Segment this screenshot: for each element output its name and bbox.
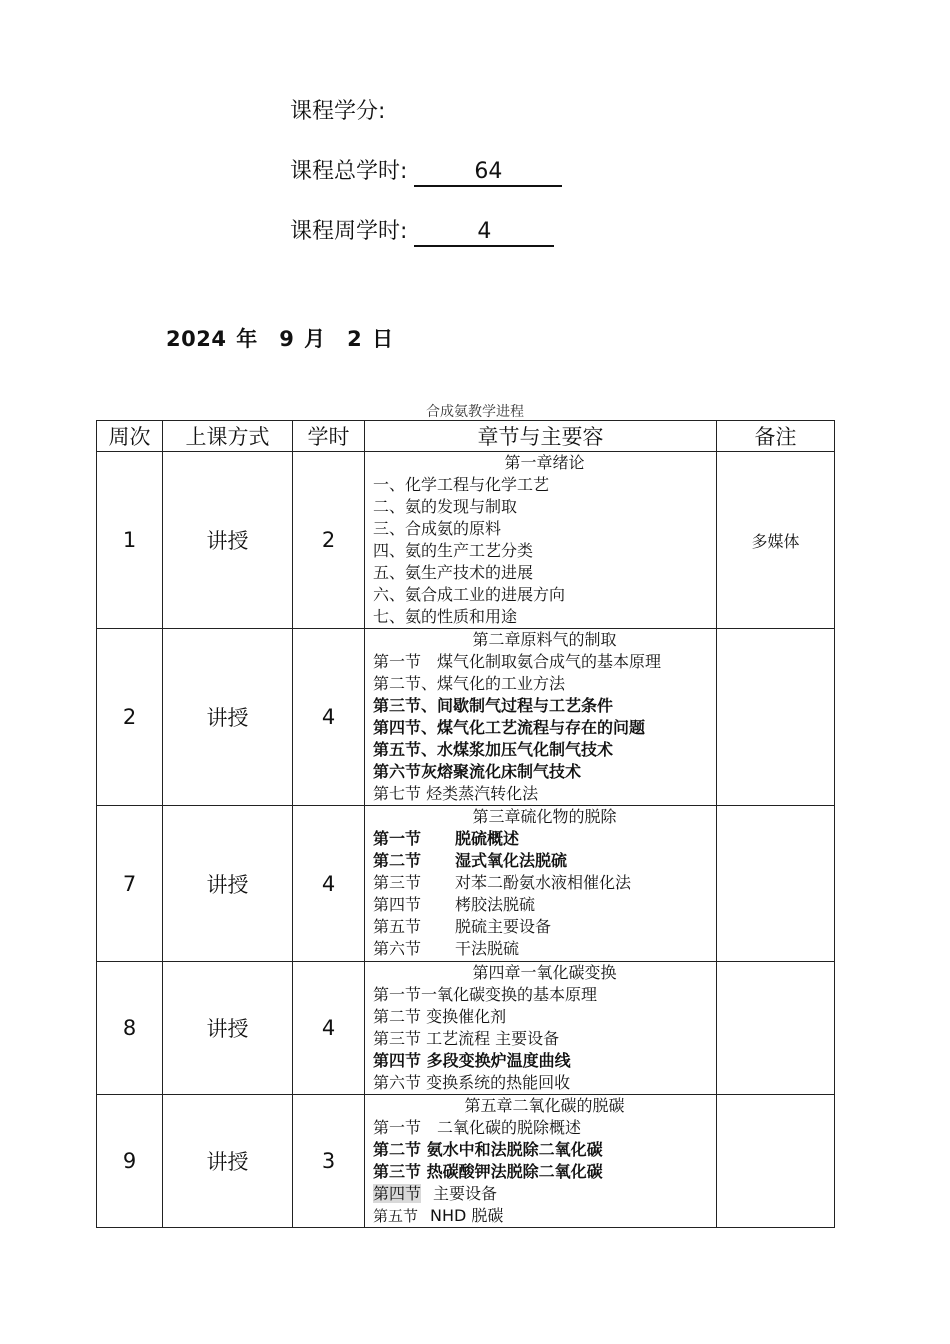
week-cell: 7 bbox=[97, 806, 163, 962]
content-cell bbox=[365, 962, 717, 1095]
section-text: 干法脱硫 bbox=[455, 939, 520, 958]
week-cell: 8 bbox=[97, 962, 163, 1095]
total-hours-row bbox=[290, 154, 562, 187]
column-header-week: 周次 bbox=[97, 421, 163, 452]
section-line bbox=[373, 1205, 716, 1227]
total-hours-label: 课程总学时: bbox=[290, 159, 408, 184]
column-header-method: 上课方式 bbox=[163, 421, 293, 452]
content-cell bbox=[365, 806, 717, 962]
hours-cell: 2 bbox=[293, 452, 365, 629]
weekly-hours-label: 课程周学时: bbox=[290, 219, 408, 244]
hours-cell: 4 bbox=[293, 806, 365, 962]
section-line bbox=[373, 1183, 716, 1205]
note-cell bbox=[717, 962, 835, 1095]
section-line: 第三节 热碳酸钾法脱除二氧化碳 bbox=[373, 1162, 603, 1181]
method-cell: 讲授 bbox=[163, 629, 293, 806]
content-cell bbox=[365, 629, 717, 806]
method-cell: 讲授 bbox=[163, 806, 293, 962]
document-date: 2024 年 9 月 2 日 bbox=[166, 327, 394, 351]
content-cell bbox=[365, 1095, 717, 1228]
section-line: 一、化学工程与化学工艺 bbox=[373, 475, 550, 494]
table-row bbox=[97, 629, 835, 806]
course-credit-row bbox=[290, 94, 385, 125]
column-header-note: 备注 bbox=[717, 421, 835, 452]
course-credit-label: 课程学分: bbox=[290, 99, 386, 124]
method-cell: 讲授 bbox=[163, 1095, 293, 1228]
schedule-table bbox=[96, 420, 835, 1228]
hours-cell: 4 bbox=[293, 629, 365, 806]
chapter-title: 第一章绪论 bbox=[504, 453, 585, 472]
section-text: NHD 脱碳 bbox=[430, 1206, 504, 1225]
weekly-hours-row bbox=[290, 214, 554, 247]
section-line: 第五节、水煤浆加压气化制气技术 bbox=[373, 740, 614, 759]
week-cell: 1 bbox=[97, 452, 163, 629]
total-hours-value: 64 bbox=[414, 159, 562, 187]
chapter-title: 第三章硫化物的脱除 bbox=[472, 807, 617, 826]
section-line: 第四节、煤气化工艺流程与存在的问题 bbox=[373, 718, 646, 737]
section-text: 脱硫主要设备 bbox=[455, 917, 552, 936]
schedule-title: 合成氨教学进程 bbox=[426, 404, 524, 420]
column-header-hours: 学时 bbox=[293, 421, 365, 452]
section-line bbox=[373, 850, 716, 872]
table-row bbox=[97, 1095, 835, 1228]
method-cell: 讲授 bbox=[163, 962, 293, 1095]
section-line: 三、合成氨的原料 bbox=[373, 519, 502, 538]
section-number: 第六节 bbox=[373, 939, 422, 958]
week-cell: 2 bbox=[97, 629, 163, 806]
method-cell: 讲授 bbox=[163, 452, 293, 629]
section-line: 第六节 变换系统的热能回收 bbox=[373, 1073, 571, 1092]
section-line: 第一节 煤气化制取氨合成气的基本原理 bbox=[373, 652, 662, 671]
section-number: 第四节 bbox=[373, 895, 422, 914]
section-line: 七、氨的性质和用途 bbox=[373, 607, 518, 626]
note-cell bbox=[717, 629, 835, 806]
section-line: 第二节 变换催化剂 bbox=[373, 1007, 507, 1026]
section-line: 第一节一氧化碳变换的基本原理 bbox=[373, 985, 598, 1004]
section-line: 二、氨的发现与制取 bbox=[373, 497, 518, 516]
section-number: 第三节 bbox=[373, 873, 422, 892]
section-number: 第五节 bbox=[373, 1207, 419, 1225]
table-row bbox=[97, 806, 835, 962]
chapter-title: 第五章二氧化碳的脱碳 bbox=[464, 1096, 625, 1115]
column-header-content: 章节与主要容 bbox=[365, 421, 717, 452]
section-line: 第三节、间歇制气过程与工艺条件 bbox=[373, 696, 614, 715]
section-line bbox=[373, 938, 716, 960]
section-number: 第一节 bbox=[373, 829, 422, 848]
section-line bbox=[373, 828, 716, 850]
hours-cell: 3 bbox=[293, 1095, 365, 1228]
section-line bbox=[373, 894, 716, 916]
content-cell bbox=[365, 452, 717, 629]
hours-cell: 4 bbox=[293, 962, 365, 1095]
weekly-hours-value: 4 bbox=[414, 219, 554, 247]
section-text: 湿式氧化法脱硫 bbox=[455, 851, 568, 870]
section-text: 栲胶法脱硫 bbox=[455, 895, 536, 914]
section-text: 主要设备 bbox=[433, 1184, 498, 1203]
table-row bbox=[97, 452, 835, 629]
section-line: 第二节 氨水中和法脱除二氧化碳 bbox=[373, 1140, 603, 1159]
table-header-row bbox=[97, 421, 835, 452]
section-number-highlighted: 第四节 bbox=[373, 1184, 422, 1203]
section-number: 第五节 bbox=[373, 917, 422, 936]
section-line: 四、氨的生产工艺分类 bbox=[373, 541, 534, 560]
note-cell bbox=[717, 806, 835, 962]
note-cell bbox=[717, 1095, 835, 1228]
section-line: 第七节 烃类蒸汽转化法 bbox=[373, 784, 539, 803]
section-number: 第二节 bbox=[373, 851, 422, 870]
section-line bbox=[373, 872, 716, 894]
section-line: 五、氨生产技术的进展 bbox=[373, 563, 534, 582]
chapter-title: 第四章一氧化碳变换 bbox=[472, 963, 617, 982]
section-line: 第一节 二氧化碳的脱除概述 bbox=[373, 1118, 582, 1137]
chapter-title: 第二章原料气的制取 bbox=[472, 630, 617, 649]
section-line: 第二节、煤气化的工业方法 bbox=[373, 674, 566, 693]
section-line: 第六节灰熔聚流化床制气技术 bbox=[373, 762, 582, 781]
week-cell: 9 bbox=[97, 1095, 163, 1228]
table-row bbox=[97, 962, 835, 1095]
section-line: 六、氨合成工业的进展方向 bbox=[373, 585, 566, 604]
note-cell: 多媒体 bbox=[717, 452, 835, 629]
section-line: 第四节 多段变换炉温度曲线 bbox=[373, 1051, 571, 1070]
section-line bbox=[373, 916, 716, 938]
section-line: 第三节 工艺流程 主要设备 bbox=[373, 1029, 560, 1048]
section-text: 对苯二酚氨水液相催化法 bbox=[455, 873, 632, 892]
section-text: 脱硫概述 bbox=[455, 829, 520, 848]
